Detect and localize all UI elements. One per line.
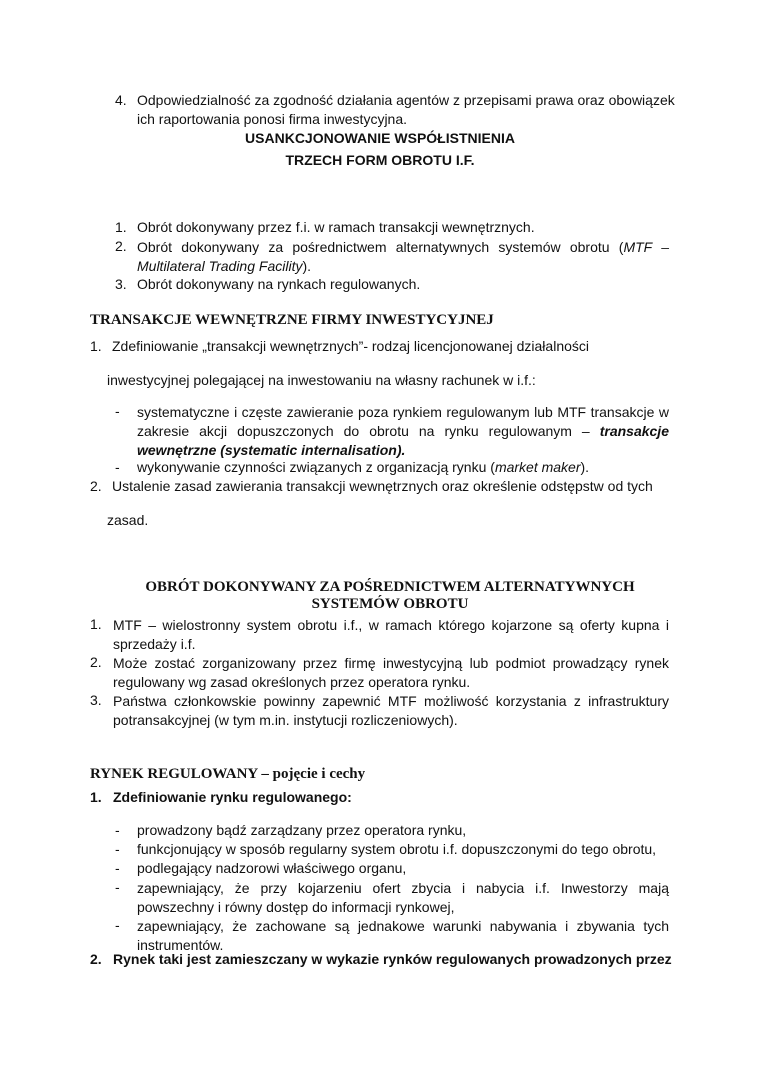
list-number: 3. — [90, 692, 102, 708]
list-item-text: Może zostać zorganizowany przez firmę inwestycyjną lub podmiot prowadzący rynek regulowany wg zasad określonych przez operatora rynku. — [113, 655, 669, 690]
list-item-text: Zdefiniowanie „transakcji wewnętrznych”- rodzaj licencjonowanej działalności — [112, 338, 589, 354]
list-number: 2. — [90, 951, 102, 967]
dash-bullet: - — [115, 822, 120, 838]
list-item-text: Państwa członkowskie powinny zapewnić MTF możliwość korzystania z infrastruktury potransakcyjnej (w tym m.in. instytucji rozliczeniowych). — [113, 693, 669, 728]
dash-bullet: - — [115, 917, 120, 933]
list-number: 2. — [115, 238, 127, 254]
list-item-text-continued: inwestycyjnej polegającej na inwestowaniu na własny rachunek w i.f.: — [107, 372, 536, 388]
dash-bullet: - — [115, 403, 120, 419]
bullet-text: podlegający nadzorowi właściwego organu, — [137, 860, 407, 876]
section-heading: RYNEK REGULOWANY – pojęcie i cechy — [90, 766, 366, 782]
list-item-text: Zdefiniowanie rynku regulowanego: — [113, 789, 352, 805]
bullet-text: zapewniający, że przy kojarzeniu ofert zbycia i nabycia i.f. Inwestorzy mają powszechny i równy dostęp do informacji rynkowej, — [137, 880, 669, 915]
bullet-text: zapewniający, że zachowane są jednakowe warunki nabywania i zbywania tych instrumentów. — [137, 918, 669, 953]
dash-bullet: - — [115, 879, 120, 895]
text-run: systematyczne i częste zawieranie poza rynkiem regulowanym lub MTF transakcje w zakresie akcji dopuszczonych do obrotu na rynku regulowanym – — [137, 404, 669, 439]
list-item-text-continued: ich raportowania ponosi firma inwestycyjna. — [137, 111, 408, 127]
list-item-text: MTF – wielostronny system obrotu i.f., w ramach którego kojarzone są oferty kupna i sprzedaży i.f. — [113, 617, 669, 652]
bullet-text: prowadzony bądź zarządzany przez operatora rynku, — [137, 822, 467, 838]
dash-bullet: - — [115, 860, 120, 876]
text-run: ). — [302, 258, 312, 274]
section-heading-line: SYSTEMÓW OBROTU — [311, 596, 469, 612]
list-number: 1. — [90, 338, 102, 354]
list-item-text — [137, 238, 669, 276]
text-run: ). — [580, 459, 590, 475]
list-number: 3. — [115, 276, 127, 292]
bullet-text — [137, 403, 669, 460]
text-run: wykonywanie czynności związanych z organizacją rynku ( — [137, 459, 495, 475]
list-number: 4. — [115, 92, 127, 108]
section-heading: TRANSAKCJE WEWNĘTRZNE FIRMY INWESTYCYJNEJ — [90, 312, 494, 328]
list-item-text: Odpowiedzialność za zgodność działania agentów z przepisami prawa oraz obowiązek — [137, 92, 675, 108]
dash-bullet: - — [115, 459, 120, 475]
list-item-text: Ustalenie zasad zawierania transakcji wewnętrznych oraz określenie odstępstw od tych — [112, 478, 653, 494]
bullet-text: funkcjonujący w sposób regularny system obrotu i.f. dopuszczonymi do tego obrotu, — [137, 841, 657, 857]
list-number: 1. — [115, 219, 127, 235]
list-item-text: Rynek taki jest zamieszczany w wykazie rynków regulowanych prowadzonych przez — [113, 951, 672, 967]
section-heading-line: TRZECH FORM OBROTU I.F. — [285, 152, 475, 168]
italic-text-run: market maker — [494, 459, 581, 475]
bullet-text — [137, 459, 589, 475]
section-heading-line: OBRÓT DOKONYWANY ZA POŚREDNICTWEM ALTERNATYWNYCH — [145, 579, 635, 595]
list-item-text: Obrót dokonywany przez f.i. w ramach transakcji wewnętrznych. — [137, 219, 535, 235]
list-number: 1. — [90, 789, 102, 805]
list-number: 2. — [90, 478, 102, 494]
list-item-text-continued: zasad. — [107, 512, 149, 528]
dash-bullet: - — [115, 841, 120, 857]
italic-text-run: MTF – Multilateral Trading Facility — [137, 239, 669, 274]
list-item-text: Obrót dokonywany na rynkach regulowanych. — [137, 276, 421, 292]
bold-italic-text-run: transakcje wewnętrzne (systematic internalisation). — [137, 423, 669, 458]
list-number: 2. — [90, 654, 102, 670]
list-number: 1. — [90, 616, 102, 632]
section-heading-line: USANKCJONOWANIE WSPÓŁISTNIENIA — [245, 130, 515, 146]
text-run: Obrót dokonywany za pośrednictwem alternatywnych systemów obrotu ( — [137, 239, 624, 255]
